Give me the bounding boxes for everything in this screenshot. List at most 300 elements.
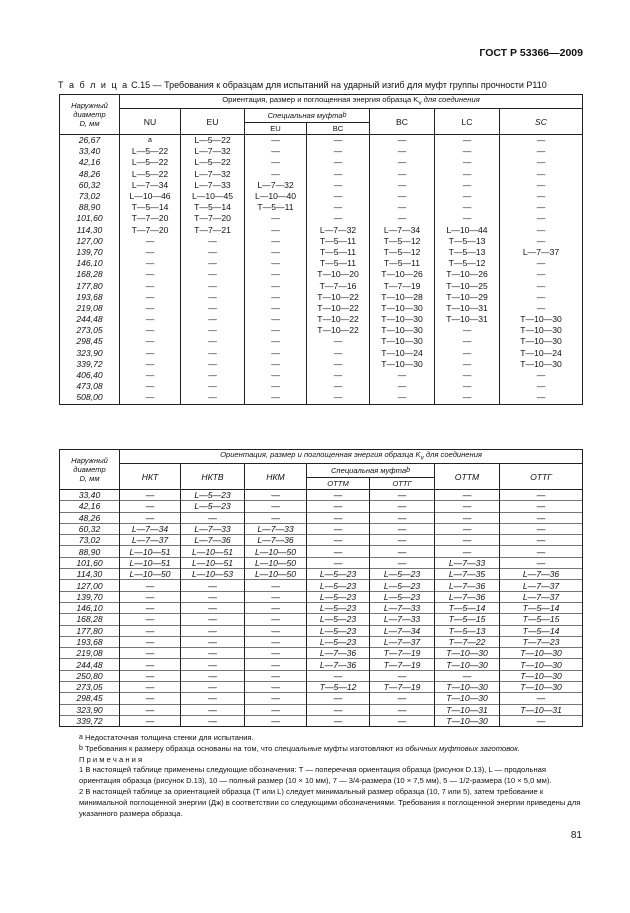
value-cell: T—5—14 xyxy=(500,602,583,613)
value-cell: L—7—34 xyxy=(370,225,435,236)
value-cell: — xyxy=(181,670,245,681)
value-cell: — xyxy=(181,325,245,336)
value-cell: — xyxy=(245,392,307,404)
page-number: 81 xyxy=(570,830,582,841)
value-cell: — xyxy=(307,501,370,512)
diameter-cell: 42,16 xyxy=(60,157,120,168)
value-cell: — xyxy=(245,580,307,591)
value-cell: — xyxy=(500,202,583,213)
diameter-cell: 42,16 xyxy=(60,501,120,512)
value-cell: — xyxy=(370,704,435,715)
value-cell: L—7—34 xyxy=(120,523,181,534)
table-row xyxy=(60,303,583,314)
diameter-cell: 168,28 xyxy=(60,269,120,280)
value-cell: L—7—32 xyxy=(181,169,245,180)
value-cell: — xyxy=(120,670,181,681)
value-cell: — xyxy=(120,591,181,602)
value-cell: — xyxy=(120,370,181,381)
col-header: EU xyxy=(181,109,245,135)
value-cell: — xyxy=(245,157,307,168)
value-cell: — xyxy=(181,348,245,359)
value-cell: — xyxy=(245,648,307,659)
value-cell: — xyxy=(500,303,583,314)
diameter-cell: 114,30 xyxy=(60,225,120,236)
value-cell: — xyxy=(370,523,435,534)
value-cell: T—5—11 xyxy=(307,247,370,258)
value-cell: L—5—23 xyxy=(370,569,435,580)
value-cell: L—7—37 xyxy=(500,247,583,258)
value-cell: L—7—36 xyxy=(307,659,370,670)
col-header: ОТТМ xyxy=(435,464,500,490)
value-cell: — xyxy=(435,370,500,381)
value-cell: a xyxy=(120,135,181,147)
value-cell: — xyxy=(435,546,500,557)
value-cell: T—5—11 xyxy=(307,258,370,269)
diameter-cell: 273,05 xyxy=(60,682,120,693)
value-cell: L—7—32 xyxy=(307,225,370,236)
value-cell: — xyxy=(307,557,370,568)
value-cell: L—5—23 xyxy=(307,636,370,647)
value-cell: T—10—30 xyxy=(370,336,435,347)
value-cell: — xyxy=(120,614,181,625)
value-cell: — xyxy=(120,392,181,404)
value-cell: T—10—30 xyxy=(500,314,583,325)
value-cell: T—10—25 xyxy=(435,280,500,291)
value-cell: L—7—37 xyxy=(500,591,583,602)
value-cell: — xyxy=(245,325,307,336)
value-cell: — xyxy=(181,236,245,247)
col-header: НКТ xyxy=(120,464,181,490)
value-cell: T—5—14 xyxy=(500,625,583,636)
value-cell: L—10—44 xyxy=(435,225,500,236)
table-row xyxy=(60,247,583,258)
value-cell: — xyxy=(181,292,245,303)
value-cell: — xyxy=(435,359,500,370)
value-cell: — xyxy=(245,659,307,670)
value-cell: T—10—30 xyxy=(435,659,500,670)
value-cell: T—10—31 xyxy=(435,303,500,314)
value-cell: — xyxy=(120,625,181,636)
value-cell: — xyxy=(181,602,245,613)
value-cell: — xyxy=(370,146,435,157)
value-cell: — xyxy=(370,169,435,180)
value-cell: — xyxy=(245,236,307,247)
value-cell: — xyxy=(435,381,500,392)
value-cell: — xyxy=(245,213,307,224)
note-1: 1 В настоящей таблице применены следующие обозначения: Т — поперечная ориентация образца (рисунок D.13), L — продольная ориентация образца (рисунок D.13), 10 — полный размер (10 × 10 мм), 7 — 3/4-размера (10 × 7,5 мм), 5 — 1/2-размера (10 × 5,0 мм). xyxy=(79,765,552,786)
value-cell: T—10—30 xyxy=(370,359,435,370)
value-cell: L—7—36 xyxy=(500,569,583,580)
group-header: Ориентация, размер и поглощенная энергия образца $K_v$ для соединения xyxy=(120,95,583,109)
value-cell: — xyxy=(120,381,181,392)
value-cell: — xyxy=(181,314,245,325)
value-cell: — xyxy=(500,258,583,269)
value-cell: — xyxy=(435,135,500,147)
value-cell: T—10—22 xyxy=(307,292,370,303)
value-cell: — xyxy=(245,501,307,512)
value-cell: L—10—50 xyxy=(245,546,307,557)
value-cell: — xyxy=(307,213,370,224)
value-cell: — xyxy=(120,512,181,523)
table-row xyxy=(60,225,583,236)
value-cell: — xyxy=(370,381,435,392)
value-cell: — xyxy=(500,512,583,523)
value-cell: T—10—22 xyxy=(307,303,370,314)
table-row xyxy=(60,202,583,213)
value-cell: T—10—22 xyxy=(307,325,370,336)
value-cell: L—10—51 xyxy=(181,557,245,568)
value-cell: T—5—13 xyxy=(435,625,500,636)
value-cell: — xyxy=(370,557,435,568)
caption-text: С.15 — Требования к образцам для испытаний на ударный изгиб для муфт группы прочности Р110 xyxy=(131,80,547,90)
value-cell: — xyxy=(435,348,500,359)
value-cell: L—5—23 xyxy=(307,602,370,613)
value-cell: — xyxy=(120,704,181,715)
value-cell: — xyxy=(500,490,583,501)
value-cell: — xyxy=(307,490,370,501)
value-cell: — xyxy=(245,146,307,157)
value-cell: — xyxy=(500,523,583,534)
value-cell: L—7—32 xyxy=(245,180,307,191)
value-cell: — xyxy=(245,247,307,258)
diameter-cell: 250,80 xyxy=(60,670,120,681)
value-cell: — xyxy=(307,202,370,213)
value-cell: — xyxy=(120,303,181,314)
diameter-cell: 339,72 xyxy=(60,715,120,726)
value-cell: T—5—12 xyxy=(435,258,500,269)
value-cell: — xyxy=(435,490,500,501)
table-row xyxy=(60,704,583,715)
special-sub-header: ОТТГ xyxy=(370,478,435,490)
value-cell: — xyxy=(120,359,181,370)
value-cell: — xyxy=(245,682,307,693)
table-row xyxy=(60,325,583,336)
value-cell: L—5—23 xyxy=(370,591,435,602)
value-cell: — xyxy=(307,191,370,202)
value-cell: T—7—19 xyxy=(370,648,435,659)
table-row xyxy=(60,625,583,636)
table-lower xyxy=(59,449,583,727)
value-cell: — xyxy=(245,490,307,501)
value-cell: L—7—34 xyxy=(120,180,181,191)
value-cell: T—10—28 xyxy=(370,292,435,303)
value-cell: — xyxy=(181,636,245,647)
value-cell: — xyxy=(120,682,181,693)
value-cell: T—5—15 xyxy=(500,614,583,625)
value-cell: T—7—19 xyxy=(370,682,435,693)
value-cell: L—7—33 xyxy=(435,557,500,568)
value-cell: L—7—33 xyxy=(370,602,435,613)
value-cell: L—10—51 xyxy=(120,557,181,568)
value-cell: T—5—12 xyxy=(370,247,435,258)
value-cell: T—5—11 xyxy=(370,258,435,269)
diameter-cell: 146,10 xyxy=(60,258,120,269)
value-cell: — xyxy=(370,392,435,404)
table-row xyxy=(60,258,583,269)
value-cell: — xyxy=(120,280,181,291)
value-cell: L—7—37 xyxy=(120,535,181,546)
value-cell: — xyxy=(435,169,500,180)
diameter-cell: 33,40 xyxy=(60,490,120,501)
special-sub-header: BC xyxy=(307,123,370,135)
value-cell: — xyxy=(181,336,245,347)
value-cell: — xyxy=(435,202,500,213)
value-cell: — xyxy=(500,381,583,392)
diameter-cell: 33,40 xyxy=(60,146,120,157)
value-cell: L—10—45 xyxy=(181,191,245,202)
table-row xyxy=(60,381,583,392)
value-cell: — xyxy=(500,392,583,404)
value-cell: L—7—35 xyxy=(435,569,500,580)
value-cell: — xyxy=(370,670,435,681)
table-row xyxy=(60,314,583,325)
value-cell: — xyxy=(370,202,435,213)
diameter-cell: 219,08 xyxy=(60,303,120,314)
diameter-cell: 244,48 xyxy=(60,314,120,325)
value-cell: — xyxy=(435,325,500,336)
value-cell: — xyxy=(181,269,245,280)
value-cell: — xyxy=(370,191,435,202)
value-cell: — xyxy=(307,169,370,180)
value-cell: — xyxy=(435,523,500,534)
value-cell: T—7—19 xyxy=(370,659,435,670)
value-cell: L—7—37 xyxy=(500,580,583,591)
value-cell: — xyxy=(500,269,583,280)
value-cell: — xyxy=(245,614,307,625)
value-cell: — xyxy=(245,280,307,291)
value-cell: — xyxy=(120,336,181,347)
value-cell: — xyxy=(120,501,181,512)
value-cell: — xyxy=(435,336,500,347)
table-row xyxy=(60,602,583,613)
footnote-b: $^b$ Требования к размеру образца основаны на том, что специальные муфты изготовляют из обычных муфтовых заготовок. xyxy=(79,743,520,753)
special-sub-header: EU xyxy=(245,123,307,135)
value-cell: L—7—34 xyxy=(370,625,435,636)
value-cell: — xyxy=(245,169,307,180)
table-row xyxy=(60,490,583,501)
value-cell: — xyxy=(120,693,181,704)
value-cell: — xyxy=(500,225,583,236)
value-cell: L—7—33 xyxy=(245,523,307,534)
diameter-cell: 88,90 xyxy=(60,202,120,213)
value-cell: — xyxy=(181,370,245,381)
value-cell: — xyxy=(307,370,370,381)
value-cell: T—10—31 xyxy=(435,704,500,715)
value-cell: — xyxy=(500,292,583,303)
value-cell: — xyxy=(120,636,181,647)
value-cell: — xyxy=(370,501,435,512)
value-cell: — xyxy=(181,392,245,404)
diameter-cell: 114,30 xyxy=(60,569,120,580)
value-cell: — xyxy=(307,180,370,191)
value-cell: — xyxy=(245,225,307,236)
diameter-cell: 88,90 xyxy=(60,546,120,557)
table-row xyxy=(60,370,583,381)
value-cell: T—10—30 xyxy=(435,648,500,659)
table-row xyxy=(60,501,583,512)
diameter-header: Наружный диаметр D, мм xyxy=(60,450,120,490)
value-cell: — xyxy=(435,670,500,681)
value-cell: T—5—14 xyxy=(181,202,245,213)
value-cell: — xyxy=(245,292,307,303)
value-cell: — xyxy=(307,535,370,546)
value-cell: — xyxy=(500,191,583,202)
value-cell: — xyxy=(245,336,307,347)
value-cell: T—10—30 xyxy=(435,715,500,726)
value-cell: — xyxy=(120,348,181,359)
value-cell: — xyxy=(500,535,583,546)
value-cell: — xyxy=(120,258,181,269)
value-cell: — xyxy=(245,693,307,704)
value-cell: — xyxy=(120,247,181,258)
value-cell: — xyxy=(120,648,181,659)
value-cell: — xyxy=(370,512,435,523)
diameter-cell: 48,26 xyxy=(60,169,120,180)
table-row xyxy=(60,670,583,681)
value-cell: — xyxy=(120,325,181,336)
value-cell: — xyxy=(370,370,435,381)
value-cell: T—7—20 xyxy=(181,213,245,224)
diameter-cell: 73,02 xyxy=(60,535,120,546)
value-cell: — xyxy=(500,180,583,191)
value-cell: T—10—30 xyxy=(370,303,435,314)
value-cell: — xyxy=(307,512,370,523)
value-cell: T—10—29 xyxy=(435,292,500,303)
table-row xyxy=(60,535,583,546)
notes-title: П р и м е ч а н и я xyxy=(79,754,143,764)
table-row xyxy=(60,523,583,534)
table-row xyxy=(60,392,583,404)
value-cell: T—7—19 xyxy=(370,280,435,291)
diameter-cell: 177,80 xyxy=(60,280,120,291)
value-cell: L—7—36 xyxy=(245,535,307,546)
value-cell: — xyxy=(245,359,307,370)
diameter-cell: 146,10 xyxy=(60,602,120,613)
value-cell: — xyxy=(307,523,370,534)
value-cell: L—5—22 xyxy=(181,157,245,168)
value-cell: L—10—51 xyxy=(120,546,181,557)
table-row xyxy=(60,135,583,147)
value-cell: T—10—30 xyxy=(370,325,435,336)
col-header: BC xyxy=(370,109,435,135)
value-cell: — xyxy=(370,535,435,546)
table-row xyxy=(60,591,583,602)
value-cell: L—10—50 xyxy=(245,557,307,568)
col-header: NU xyxy=(120,109,181,135)
value-cell: — xyxy=(245,303,307,314)
value-cell: — xyxy=(500,501,583,512)
value-cell: — xyxy=(307,348,370,359)
diameter-cell: 298,45 xyxy=(60,693,120,704)
col-header: ОТТГ xyxy=(500,464,583,490)
value-cell: — xyxy=(500,157,583,168)
value-cell: — xyxy=(245,715,307,726)
value-cell: T—5—15 xyxy=(435,614,500,625)
value-cell: L—7—36 xyxy=(435,591,500,602)
value-cell: T—10—26 xyxy=(370,269,435,280)
table-row xyxy=(60,682,583,693)
table-row xyxy=(60,546,583,557)
value-cell: — xyxy=(181,648,245,659)
value-cell: — xyxy=(181,682,245,693)
value-cell: — xyxy=(370,213,435,224)
table-row xyxy=(60,648,583,659)
value-cell: L—5—22 xyxy=(120,157,181,168)
value-cell: — xyxy=(120,659,181,670)
diameter-cell: 168,28 xyxy=(60,614,120,625)
value-cell: — xyxy=(435,501,500,512)
value-cell: T—10—30 xyxy=(500,359,583,370)
table-row xyxy=(60,169,583,180)
value-cell: — xyxy=(245,269,307,280)
value-cell: L—5—22 xyxy=(181,135,245,147)
value-cell: — xyxy=(307,359,370,370)
value-cell: L—7—33 xyxy=(181,180,245,191)
diameter-cell: 127,00 xyxy=(60,236,120,247)
value-cell: T—7—16 xyxy=(307,280,370,291)
value-cell: — xyxy=(435,180,500,191)
diameter-cell: 273,05 xyxy=(60,325,120,336)
value-cell: — xyxy=(245,625,307,636)
col-header: LC xyxy=(435,109,500,135)
value-cell: — xyxy=(370,715,435,726)
note-2: 2 В настоящей таблице за ориентацией образца (Т или L) следует минимальный размер образца (10, 7 или 5), затем требование к минимальной поглощенной энергии (Дж) в соответствии со следующими обозначениями. Требования к поглощенной энергии приведены для указанного размера образца. xyxy=(79,786,581,818)
value-cell: — xyxy=(370,693,435,704)
value-cell: — xyxy=(307,135,370,147)
table-row xyxy=(60,614,583,625)
value-cell: — xyxy=(245,591,307,602)
diameter-cell: 193,68 xyxy=(60,636,120,647)
diameter-cell: 323,90 xyxy=(60,704,120,715)
caption-label: Т а б л и ц а xyxy=(58,80,129,90)
value-cell: T—10—26 xyxy=(435,269,500,280)
value-cell: T—10—30 xyxy=(500,325,583,336)
value-cell: — xyxy=(500,546,583,557)
value-cell: — xyxy=(370,180,435,191)
value-cell: T—5—12 xyxy=(307,682,370,693)
value-cell: T—10—24 xyxy=(370,348,435,359)
value-cell: — xyxy=(245,135,307,147)
value-cell: — xyxy=(307,336,370,347)
value-cell: L—5—23 xyxy=(181,501,245,512)
value-cell: L—10—50 xyxy=(245,569,307,580)
value-cell: — xyxy=(181,303,245,314)
value-cell: L—5—23 xyxy=(307,569,370,580)
value-cell: L—5—23 xyxy=(181,490,245,501)
value-cell: — xyxy=(435,146,500,157)
value-cell: L—5—22 xyxy=(120,146,181,157)
table-row xyxy=(60,213,583,224)
table-row xyxy=(60,580,583,591)
table-row xyxy=(60,336,583,347)
table-row xyxy=(60,348,583,359)
value-cell: — xyxy=(307,392,370,404)
value-cell: — xyxy=(181,591,245,602)
value-cell: — xyxy=(435,392,500,404)
table-row xyxy=(60,146,583,157)
value-cell: — xyxy=(120,314,181,325)
table-row xyxy=(60,280,583,291)
value-cell: T—5—14 xyxy=(120,202,181,213)
diameter-cell: 101,60 xyxy=(60,213,120,224)
value-cell: — xyxy=(307,146,370,157)
value-cell: T—7—22 xyxy=(435,636,500,647)
value-cell: — xyxy=(120,602,181,613)
value-cell: — xyxy=(370,490,435,501)
value-cell: T—7—20 xyxy=(120,213,181,224)
value-cell: L—7—36 xyxy=(307,648,370,659)
special-coupling-header: Специальная муфта$^b$ xyxy=(245,109,370,123)
